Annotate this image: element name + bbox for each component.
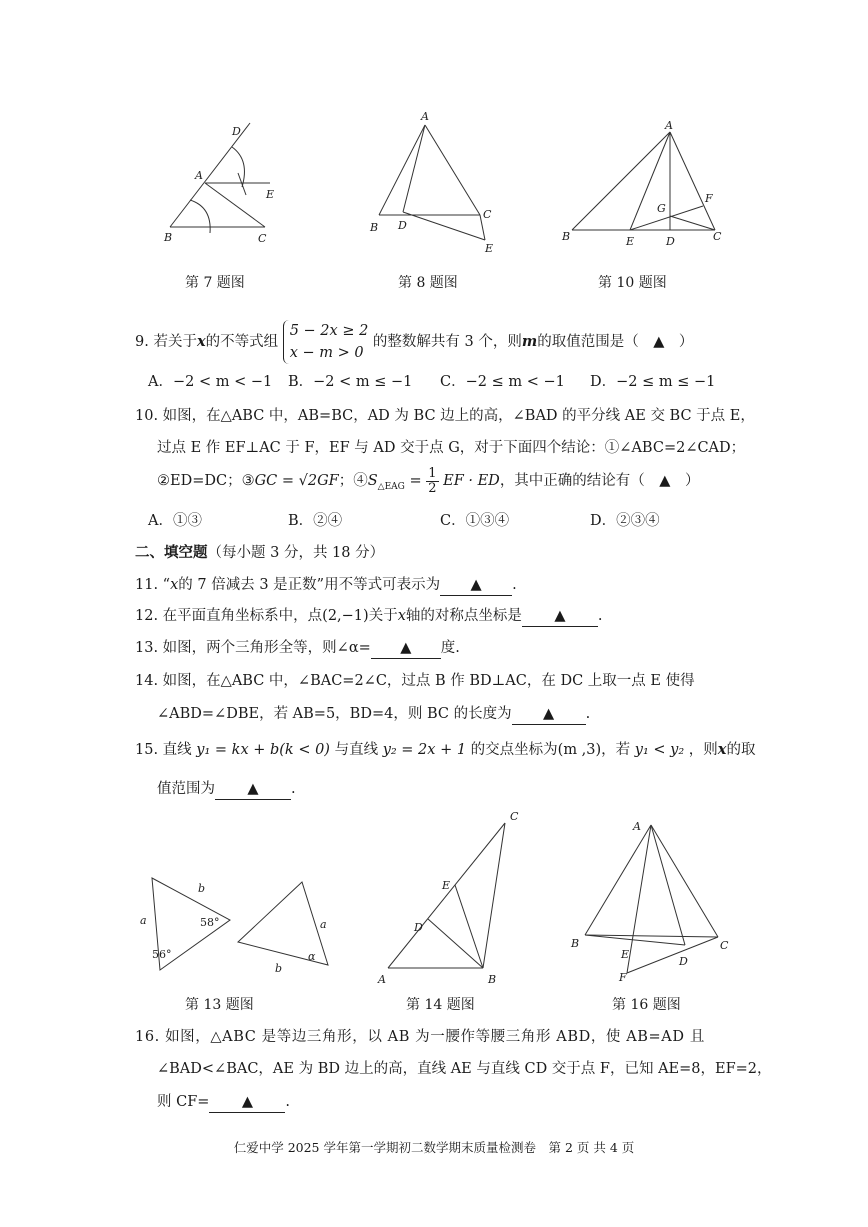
svg-text:C: C — [510, 810, 519, 823]
svg-text:E: E — [621, 948, 630, 961]
q16-line-2: ∠BAD<∠BAC，AE 为 BD 边上的高，直线 AE 与直线 CD 交于点 F，已知 AE=8，EF=2， — [157, 1061, 772, 1077]
svg-text:A: A — [665, 119, 673, 132]
figure-13-caption: 第 13 题图 — [185, 997, 254, 1013]
svg-text:b: b — [275, 962, 283, 975]
q10-option-b: B．②④ — [288, 513, 343, 529]
svg-text:B: B — [571, 937, 580, 950]
answer-blank: ▲ — [209, 1092, 285, 1113]
figure-8 — [365, 110, 505, 255]
q10-line-1: 10. 如图，在△ABC 中，AB=BC，AD 为 BC 边上的高，∠BAD 的平分线 AE 交 BC 于点 E， — [135, 408, 755, 424]
svg-text:D: D — [679, 955, 688, 968]
svg-text:A: A — [421, 110, 429, 123]
svg-text:A: A — [195, 169, 203, 182]
q14-line-2: ∠ABD=∠DBE，若 AB=5，BD=4，则 BC 的长度为 ▲ . — [157, 704, 590, 725]
question-11: 11. “x的 7 倍减去 3 是正数”用不等式可表示为 ▲ . — [135, 575, 517, 596]
svg-text:E: E — [626, 235, 635, 248]
svg-text:C: C — [720, 939, 729, 952]
answer-blank: ▲ — [371, 638, 441, 659]
svg-text:B: B — [488, 973, 497, 986]
q10-line-3: ②ED=DC；③GC = √2GF；$④S_{\triangle EAG}$ = $\frac{1}{2}$ EF · ED，其中正确的结论有（ ▲ ） — [157, 465, 700, 496]
svg-text:a: a — [320, 918, 327, 931]
svg-text:B: B — [164, 231, 173, 244]
q9-option-a: A．−2 < m < −1 — [148, 374, 273, 390]
svg-text:C: C — [713, 230, 722, 243]
q15-line-2: 值范围为 ▲ . — [157, 779, 296, 800]
svg-text:B: B — [370, 221, 379, 234]
answer-blank: ▲ — [215, 779, 291, 800]
svg-text:b: b — [198, 882, 206, 895]
question-13: 13. 如图，两个三角形全等，则∠α= ▲ 度. — [135, 638, 460, 659]
svg-text:B: B — [562, 230, 571, 243]
fraction: $\frac{1}{2}$ — [428, 465, 437, 496]
svg-text:58°: 58° — [200, 916, 220, 929]
figure-16 — [565, 815, 740, 985]
figure-13 — [130, 870, 340, 980]
q14-line-1: 14. 如图，在△ABC 中，∠BAC=2∠C，过点 B 作 BD⊥AC，在 DC 上取一点 E 使得 — [135, 673, 695, 689]
figure-14 — [370, 805, 530, 985]
figure-14-caption: 第 14 题图 — [406, 997, 475, 1013]
figure-7-caption: 第 7 题图 — [185, 275, 245, 291]
figure-10-caption: 第 10 题图 — [598, 275, 667, 291]
figure-10 — [560, 118, 735, 253]
svg-text:A: A — [378, 973, 386, 986]
answer-blank: ▲ — [522, 606, 598, 627]
q10-option-a: A．①③ — [148, 513, 202, 529]
q16-line-3: 则 CF= ▲ . — [157, 1092, 290, 1113]
figure-7 — [150, 115, 290, 250]
svg-text:D: D — [232, 125, 241, 138]
svg-text:D: D — [398, 219, 407, 232]
svg-text:C: C — [258, 232, 267, 245]
q15-line-1: 15. 直线 y₁ = kx + b(k < 0) 与直线 y₂ = 2x + 1 的交点坐标为(m ,3)，若 y₁ < y₂ ，则x的取 — [135, 741, 756, 758]
q9-option-d: D．−2 ≤ m ≤ −1 — [590, 374, 716, 390]
answer-blank: ▲ — [512, 704, 586, 725]
page-footer: 仁爱中学 2025 学年第一学期初二数学期末质量检测卷 第 2 页 共 4 页 — [233, 1140, 635, 1155]
svg-text:a: a — [140, 914, 147, 927]
svg-text:F: F — [619, 971, 627, 984]
svg-text:E: E — [266, 188, 275, 201]
svg-text:α: α — [308, 950, 316, 963]
q10-option-d: D．②③④ — [590, 513, 660, 529]
svg-text:D: D — [666, 235, 675, 248]
svg-text:C: C — [483, 208, 492, 221]
answer-blank: ▲ — [440, 575, 512, 596]
figure-8-caption: 第 8 题图 — [398, 275, 458, 291]
svg-text:56°: 56° — [152, 948, 172, 961]
q9-option-b: B．−2 < m ≤ −1 — [288, 374, 413, 390]
svg-text:A: A — [633, 820, 641, 833]
question-9: 9. 若关于x的不等式组 5 − 2x ≥ 2 x − m > 0 的整数解共有 3 个，则m的取值范围是（ ▲ ） — [135, 318, 693, 366]
section-2-heading: 二、填空题（每小题 3 分，共 18 分） — [135, 544, 385, 561]
q9-option-c: C．−2 ≤ m < −1 — [440, 374, 565, 390]
svg-text:F: F — [705, 192, 713, 205]
q10-line-2: 过点 E 作 EF⊥AC 于 F，EF 与 AD 交于点 G，对于下面四个结论：①∠ABC=2∠CAD； — [157, 440, 746, 456]
question-12: 12. 在平面直角坐标系中，点(2,−1)关于x轴的对称点坐标是 ▲ . — [135, 606, 603, 627]
svg-text:G: G — [657, 202, 666, 215]
q16-line-1: 16. 如图，△ABC 是等边三角形，以 AB 为一腰作等腰三角形 ABD，使 AB=AD 且 — [135, 1029, 705, 1045]
inequality-system: 5 − 2x ≥ 2 x − m > 0 — [283, 320, 369, 364]
svg-text:E: E — [442, 879, 451, 892]
q10-option-c: C．①③④ — [440, 513, 510, 529]
figure-16-caption: 第 16 题图 — [612, 997, 681, 1013]
svg-text:D: D — [414, 921, 423, 934]
svg-text:E: E — [485, 242, 494, 255]
